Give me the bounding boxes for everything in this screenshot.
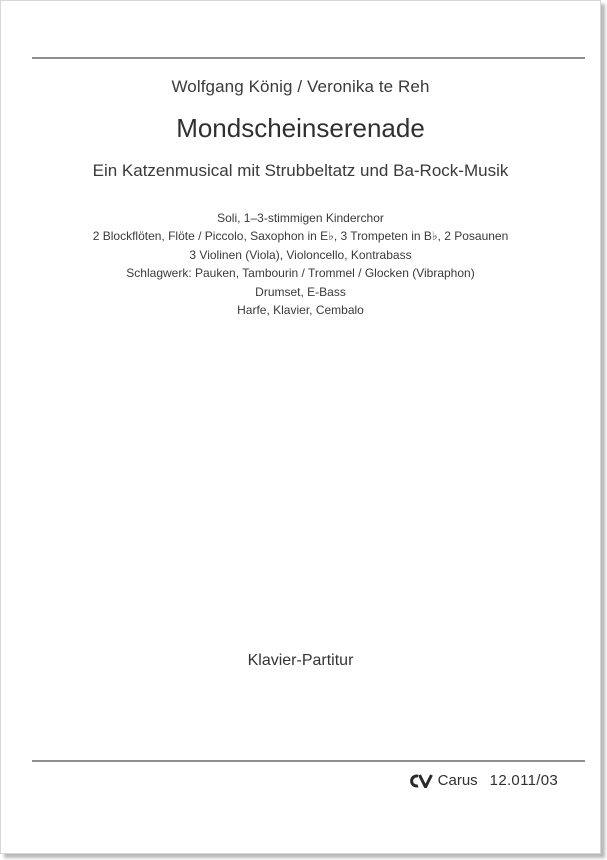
instrumentation-line: Soli, 1–3-stimmigen Kinderchor <box>217 211 384 225</box>
bottom-divider <box>32 760 585 762</box>
work-title: Mondscheinserenade <box>176 113 425 143</box>
instrumentation-line: Drumset, E-Bass <box>255 284 346 299</box>
work-subtitle: Ein Katzenmusical mit Strubbeltatz und Ba-Rock-Musik <box>92 161 509 180</box>
publisher-imprint <box>407 772 558 789</box>
carus-cv-logo-icon <box>407 774 434 788</box>
authors: Wolfgang König / Veronika te Reh <box>171 77 430 96</box>
instrumentation-list <box>1 209 600 319</box>
instrumentation-line: Schlagwerk: Pauken, Tambourin / Trommel / Glocken (Vibraphon) <box>126 266 475 281</box>
top-divider <box>32 57 585 59</box>
catalog-number: 12.011/03 <box>489 772 558 789</box>
instrumentation-line: Harfe, Klavier, Cembalo <box>237 303 364 318</box>
score-type: Klavier-Partitur <box>247 652 354 669</box>
publisher-name: Carus <box>437 772 478 789</box>
instrumentation-line: 2 Blockflöten, Flöte / Piccolo, Saxophon in E♭, 3 Trompeten in B♭, 2 Posaunen <box>92 229 509 244</box>
instrumentation-line: 3 Violinen (Viola), Violoncello, Kontrabass <box>189 247 412 262</box>
